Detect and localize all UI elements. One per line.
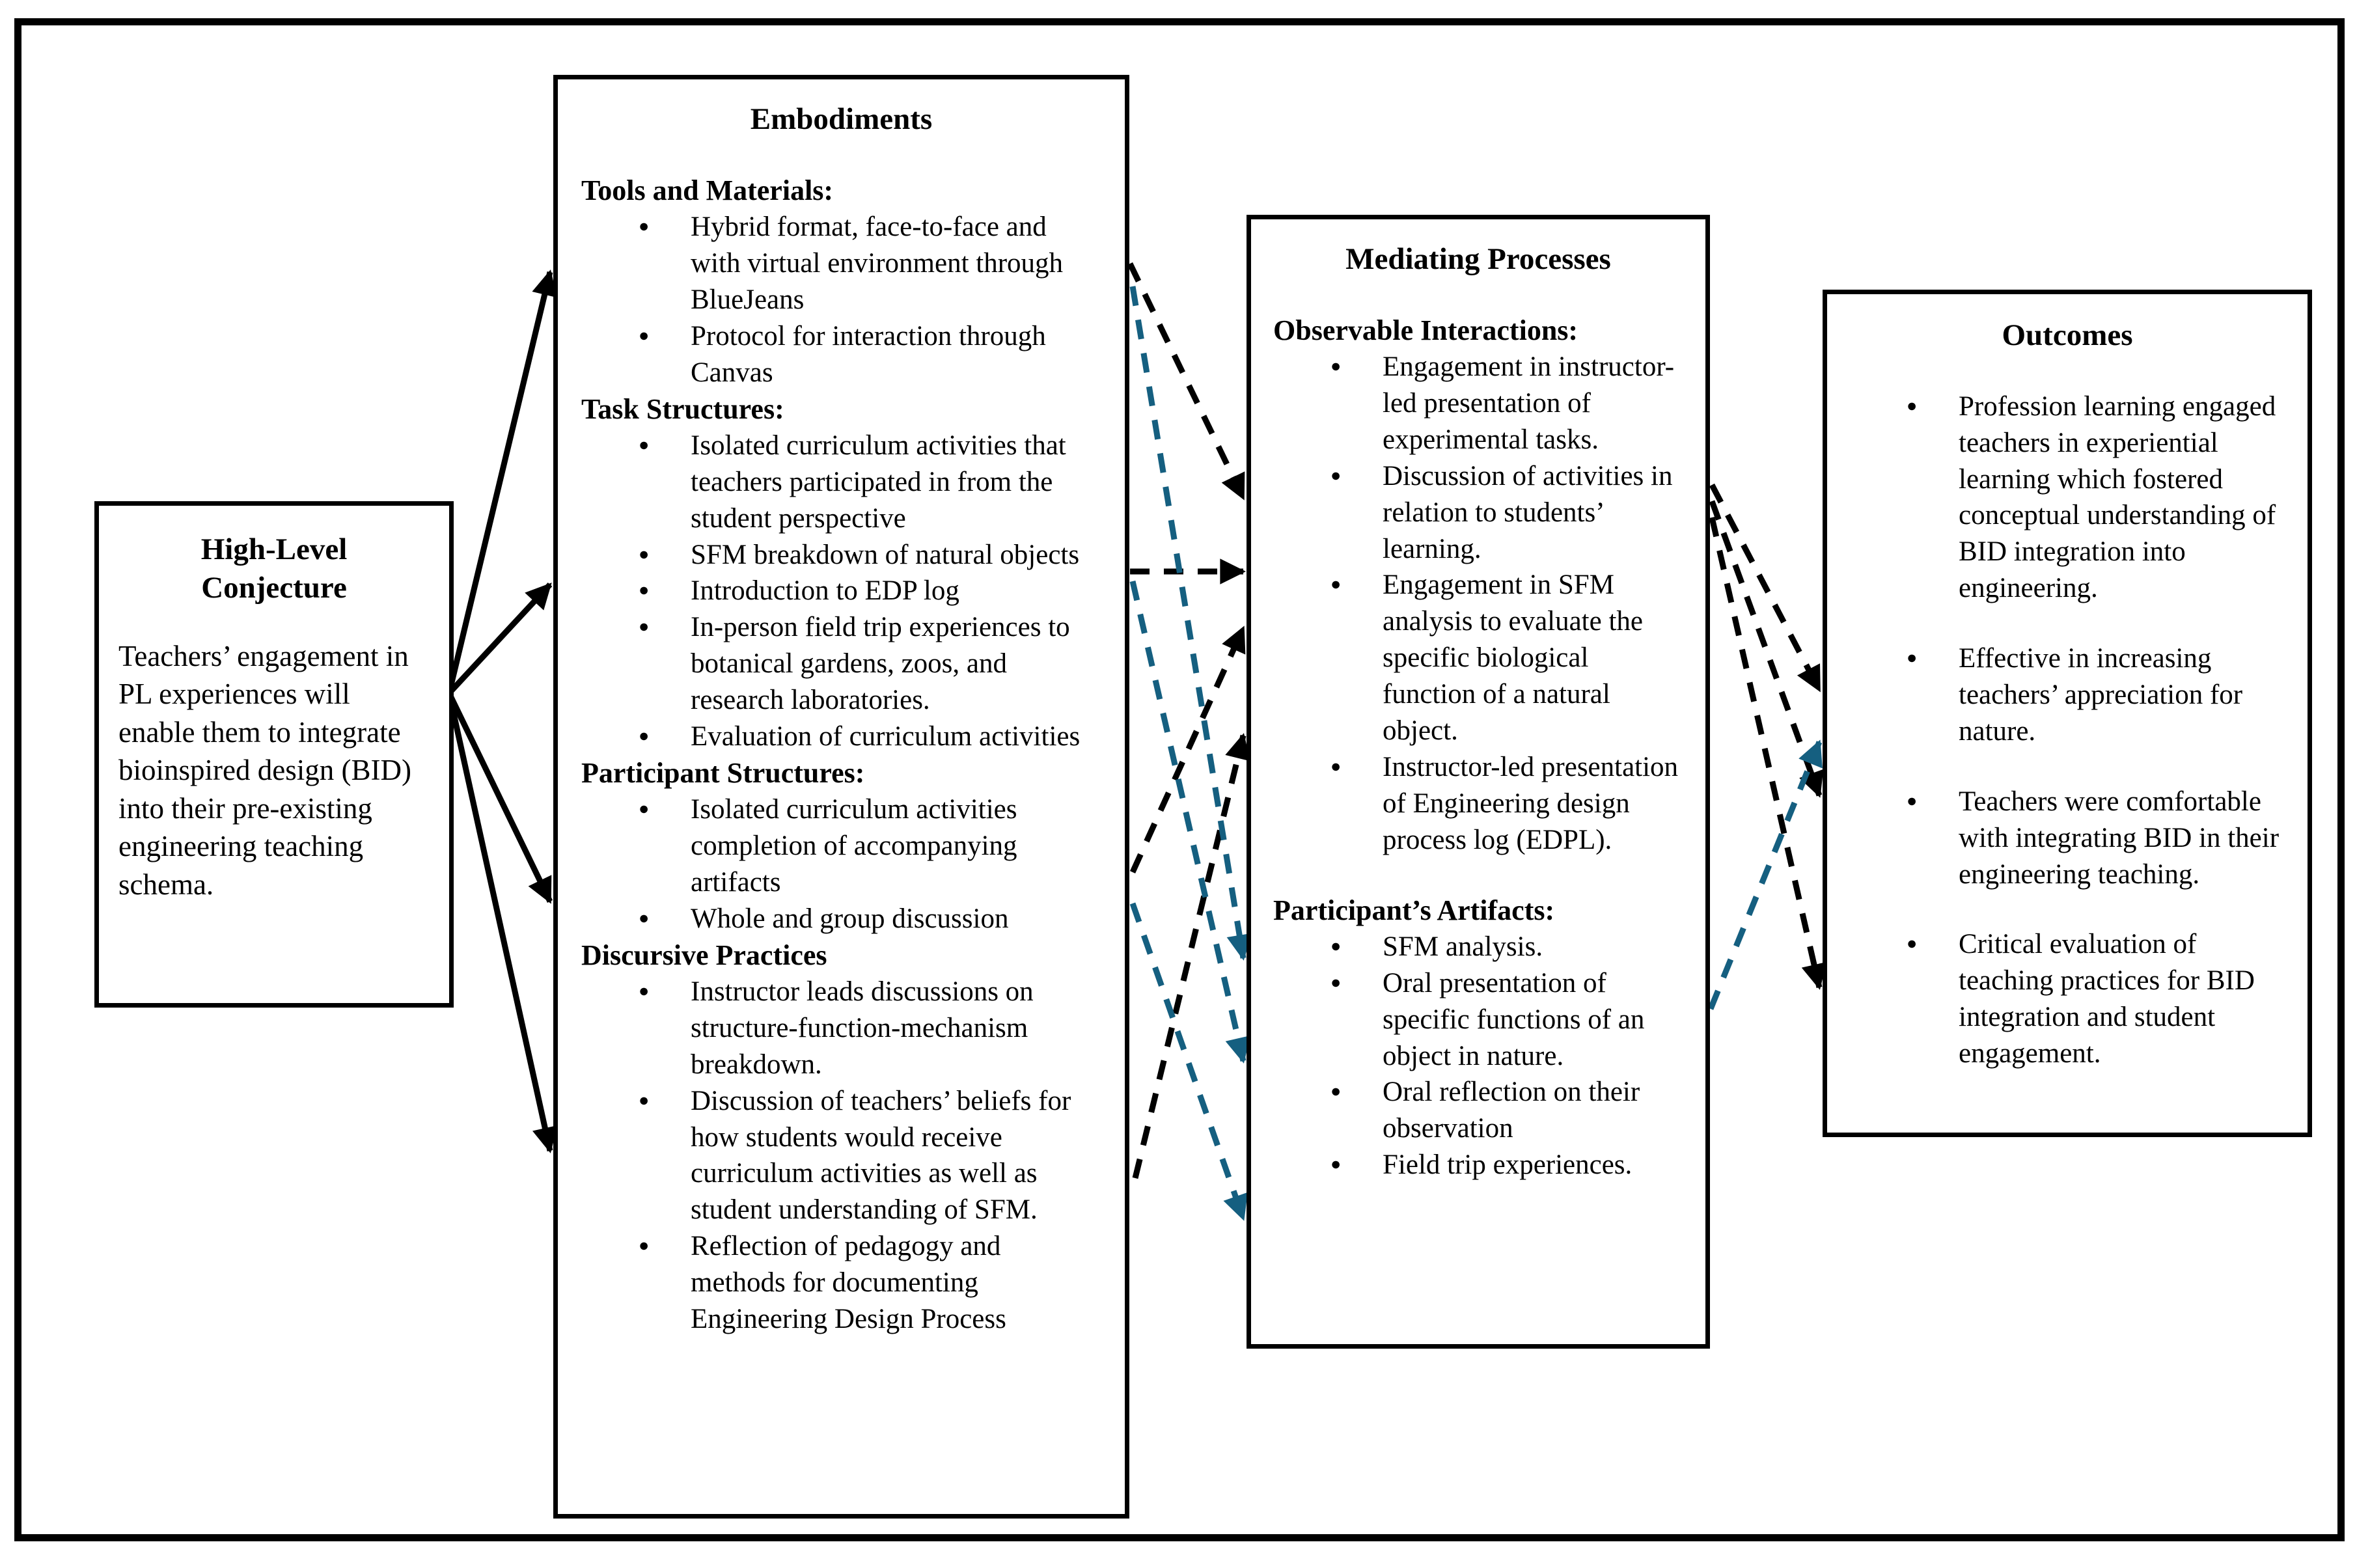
bullet-item: ● SFM analysis.	[1273, 929, 1683, 965]
section-heading: Participant’s Artifacts:	[1273, 894, 1555, 926]
bullet-item: ● Introduction to EDP log	[581, 573, 1101, 609]
bullet-item: ● Discussion of teachers’ beliefs for how students would receive curriculum activities as well as student understanding of SFM.	[581, 1083, 1101, 1229]
outcomes-list	[1849, 389, 2285, 1072]
bullet-item: ● Oral reflection on their observation	[1273, 1074, 1683, 1147]
high-level-conjecture-box	[94, 501, 454, 1008]
bullet-item: ● Reflection of pedagogy and methods for documenting Engineering Design Process	[581, 1228, 1101, 1338]
conjecture-title-line1: High-Level	[200, 532, 348, 566]
bullet-item: ● Protocol for interaction through Canvas	[581, 318, 1101, 391]
conjecture-title-line2: Conjecture	[201, 570, 347, 605]
bullet-item: ● Whole and group discussion	[581, 901, 1101, 937]
outcomes-box	[1823, 290, 2312, 1137]
section-heading: Tools and Materials:	[581, 174, 834, 206]
bullet-item: ● Hybrid format, face-to-face and with virtual environment through BlueJeans	[581, 209, 1101, 318]
bullet-item: ● Oral presentation of specific functions of an object in nature.	[1273, 965, 1683, 1075]
section-heading: Discursive Practices	[581, 939, 827, 971]
bullet-item: ● Effective in increasing teachers’ appreciation for nature.	[1849, 640, 2285, 750]
embodiments-box	[553, 75, 1129, 1519]
embodiments-title: Embodiments	[750, 102, 933, 136]
section-heading: Task Structures:	[581, 392, 784, 425]
bullet-item: ● Instructor-led presentation of Engineering design process log (EDPL).	[1273, 749, 1683, 859]
section-heading: Participant Structures:	[581, 756, 865, 789]
conjecture-title	[118, 530, 430, 607]
bullet-item: ● Engagement in SFM analysis to evaluate the specific biological function of a natural object.	[1273, 567, 1683, 749]
mediating-title: Mediating Processes	[1345, 242, 1611, 276]
bullet-item: ● Critical evaluation of teaching practices for BID integration and student engagement.	[1849, 926, 2285, 1072]
bullet-item: ● Discussion of activities in relation to students’ learning.	[1273, 458, 1683, 568]
outcomes-title: Outcomes	[2002, 318, 2133, 352]
bullet-item: ● In-person field trip experiences to botanical gardens, zoos, and research laboratories.	[581, 609, 1101, 719]
bullet-item: ● Field trip experiences.	[1273, 1147, 1683, 1183]
bullet-item: ● SFM breakdown of natural objects	[581, 537, 1101, 573]
bullet-item: ● Evaluation of curriculum activities	[581, 719, 1101, 755]
embodiments-sections	[581, 172, 1101, 1338]
bullet-item: ● Engagement in instructor-led presentation of experimental tasks.	[1273, 349, 1683, 458]
bullet-item: ● Profession learning engaged teachers in experiential learning which fostered conceptual understanding of BID integration into engineering.	[1849, 389, 2285, 607]
bullet-item: ● Isolated curriculum activities that teachers participated in from the student perspective	[581, 428, 1101, 537]
bullet-item: ● Teachers were comfortable with integrating BID in their engineering teaching.	[1849, 784, 2285, 893]
mediating-processes-box	[1247, 215, 1710, 1349]
bullet-item: ● Isolated curriculum activities completion of accompanying artifacts	[581, 791, 1101, 901]
conjecture-body: Teachers’ engagement in PL experiences will enable them to integrate bioinspired design (BID) into their pre-existing engineering teaching schema.	[118, 639, 411, 901]
mediating-sections	[1273, 312, 1683, 1183]
bullet-item: ● Instructor leads discussions on structure-function-mechanism breakdown.	[581, 974, 1101, 1083]
section-heading: Observable Interactions:	[1273, 314, 1578, 346]
section-spacer	[1273, 859, 1683, 892]
